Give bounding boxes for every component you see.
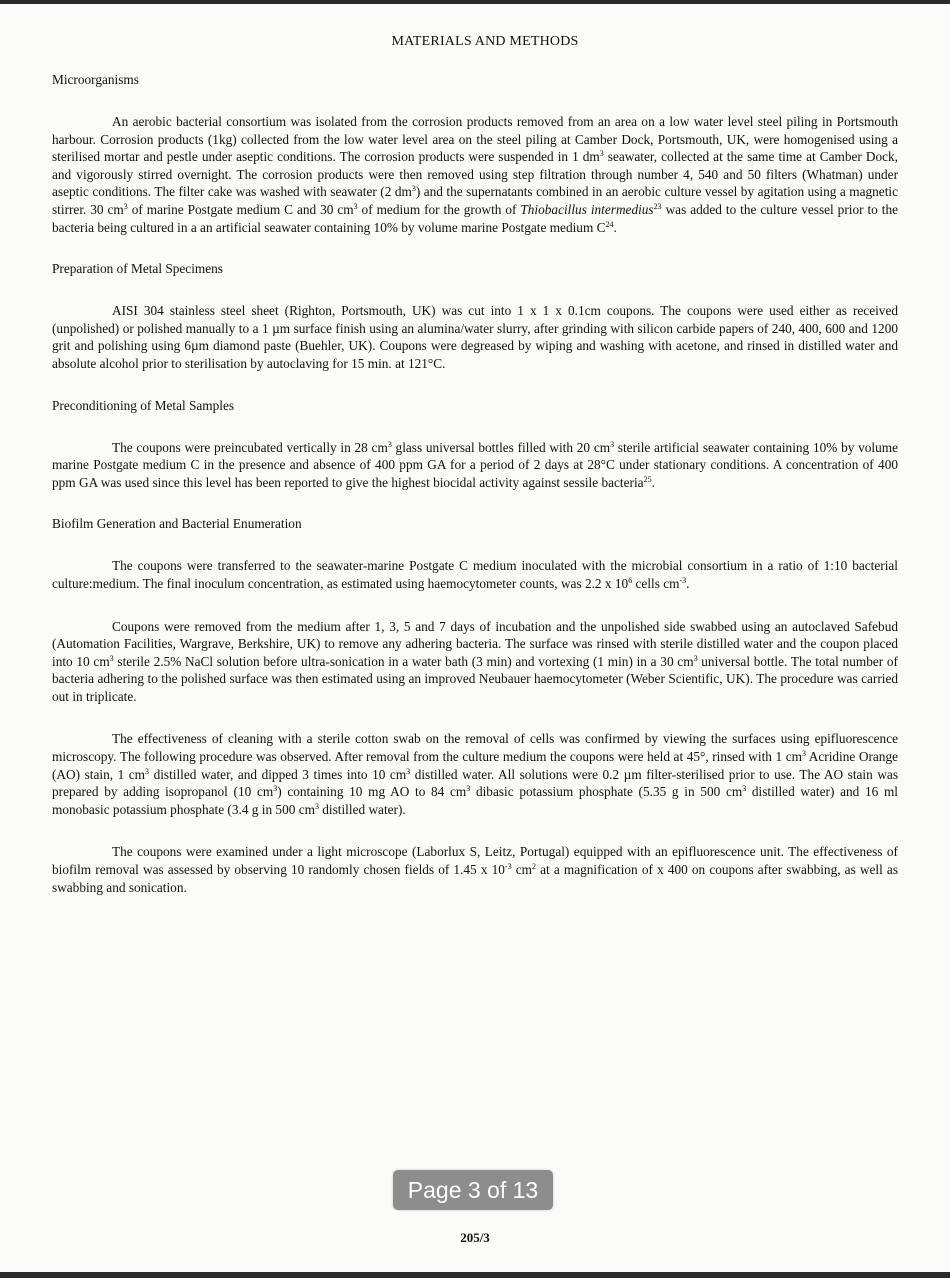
heading-biofilm: Biofilm Generation and Bacterial Enumeration — [52, 516, 302, 532]
section-title: MATERIALS AND METHODS — [391, 34, 579, 49]
paragraph-biofilm-2: Coupons were removed from the medium after 1, 3, 5 and 7 days of incubation and the unpolished side swabbed using an autoclaved Safebud (Automation Facilities, Wargrave, Berkshire, UK) to remove any adhering bacteria. The surface was rinsed with sterile distilled water and the coupon placed into 10 $cm^3$ sterile 2.5% NaCl solution before ultra-sonication in a water bath (3 min) and vortexing (1 min) in a 30 $cm^3$ universal bottle. The total number of bacteria adhering to the polished surface was then estimated using an improved Neubauer haemocytometer (Weber Scientific, UK). The procedure was carried out in triplicate. — [52, 618, 898, 704]
page-indicator: Page 3 of 13 — [393, 1170, 553, 1210]
paragraph-microorganisms: An aerobic bacterial consortium was isolated from the corrosion products removed from an area on a low water level steel piling in Portsmouth harbour. Corrosion products (1kg) collected from the low water level area on the steel piling at Camber Dock, Portsmouth, UK, were homogenised using a sterilised mortar and pestle under aseptic conditions. The corrosion products were suspended in 1 $dm^3$ seawater, collected at the same time at Camber Dock, and vigorously stirred overnight. The corrosion products were then removed using step filtration through number 4, 540 and 50 filters (Whatman) under aseptic conditions. The filter cake was washed with seawater (2 $dm^3$) and the supernatants combined in an aerobic culture vessel by agitation using a magnetic stirrer. 30 $cm^3$ of marine Postgate medium C and 30 $cm^3$ of medium for the growth of Thiobacillus intermedius$^{23}$ was added to the culture vessel prior to the bacteria being cultured in a an artificial seawater containing 10% by volume marine Postgate medium $C^{24}$. — [52, 114, 899, 235]
paragraph-preparation: AISI 304 stainless steel sheet (Righton, Portsmouth, UK) was cut into 1 x 1 x 0.1cm coupons. The coupons were used either as received (unpolished) or polished manually to a 1 µm surface finish using an alumina/water slurry, after grinding with silicon carbide papers of 240, 400, 600 and 1200 grit and polishing using 6µm diamond paste (Buehler, UK). Coupons were degreased by wiping and washing with acetone, and rinsed in distilled water and absolute alcohol prior to sterilisation by autoclaving for 15 min. at 121°C. — [52, 303, 898, 371]
heading-microorganisms: Microorganisms — [52, 72, 139, 87]
paragraph-biofilm-4: The coupons were examined under a light microscope (Laborlux S, Leitz, Portugal) equipped with an epifluorescence unit. The effectiveness of biofilm removal was assessed by observing 10 randomly chosen fields of 1.45 x $10^{-3}$ $cm^2$ at a magnification of x 400 on coupons after swabbing, as well as swabbing and sonication. — [52, 844, 898, 895]
paragraph-preconditioning: The coupons were preincubated vertically in 28 $cm^3$ glass universal bottles filled with 20 $cm^3$ sterile artificial seawater containing 10% by volume marine Postgate medium C in the presence and absence of 400 ppm GA for a period of 2 days at 28°C under stationary conditions. A concentration of 400 ppm GA was used since this level has been reported to give the highest biocidal activity against sessile bacteria$^{25}$. — [52, 439, 898, 490]
paragraph-biofilm-1: The coupons were transferred to the seawater-marine Postgate C medium inoculated with the microbial consortium in a ratio of 1:10 bacterial culture:medium. The final inoculum concentration, as estimated using haemocytometer counts, was 2.2 x $10^6$ cells $cm^{-3}$. — [52, 558, 898, 591]
heading-preconditioning: Preconditioning of Metal Samples — [52, 397, 235, 413]
species-name: Thiobacillus intermedius — [520, 201, 654, 217]
footer-page-number: 205/3 — [460, 1230, 490, 1245]
paragraph-biofilm-3: The effectiveness of cleaning with a sterile cotton swab on the removal of cells was confirmed by viewing the surfaces using epifluorescence microscopy. The following procedure was observed. After removal from the culture medium the coupons were held at 45°, rinsed with 1 $cm^3$ Acridine Orange (AO) stain, 1 $cm^3$ distilled water, and dipped 3 times into 10 $cm^3$ distilled water. All solutions were 0.2 µm filter-sterilised prior to use. The AO stain was prepared by adding isopropanol (10 $cm^3$) containing 10 mg AO to 84 $cm^3$ dibasic potassium phosphate (5.35 g in 500 $cm^3$ distilled water) and 16 ml monobasic potassium phosphate (3.4 g in 500 $cm^3$ distilled water). — [52, 731, 898, 817]
heading-preparation: Preparation of Metal Specimens — [52, 261, 223, 277]
document-page — [0, 4, 950, 1272]
